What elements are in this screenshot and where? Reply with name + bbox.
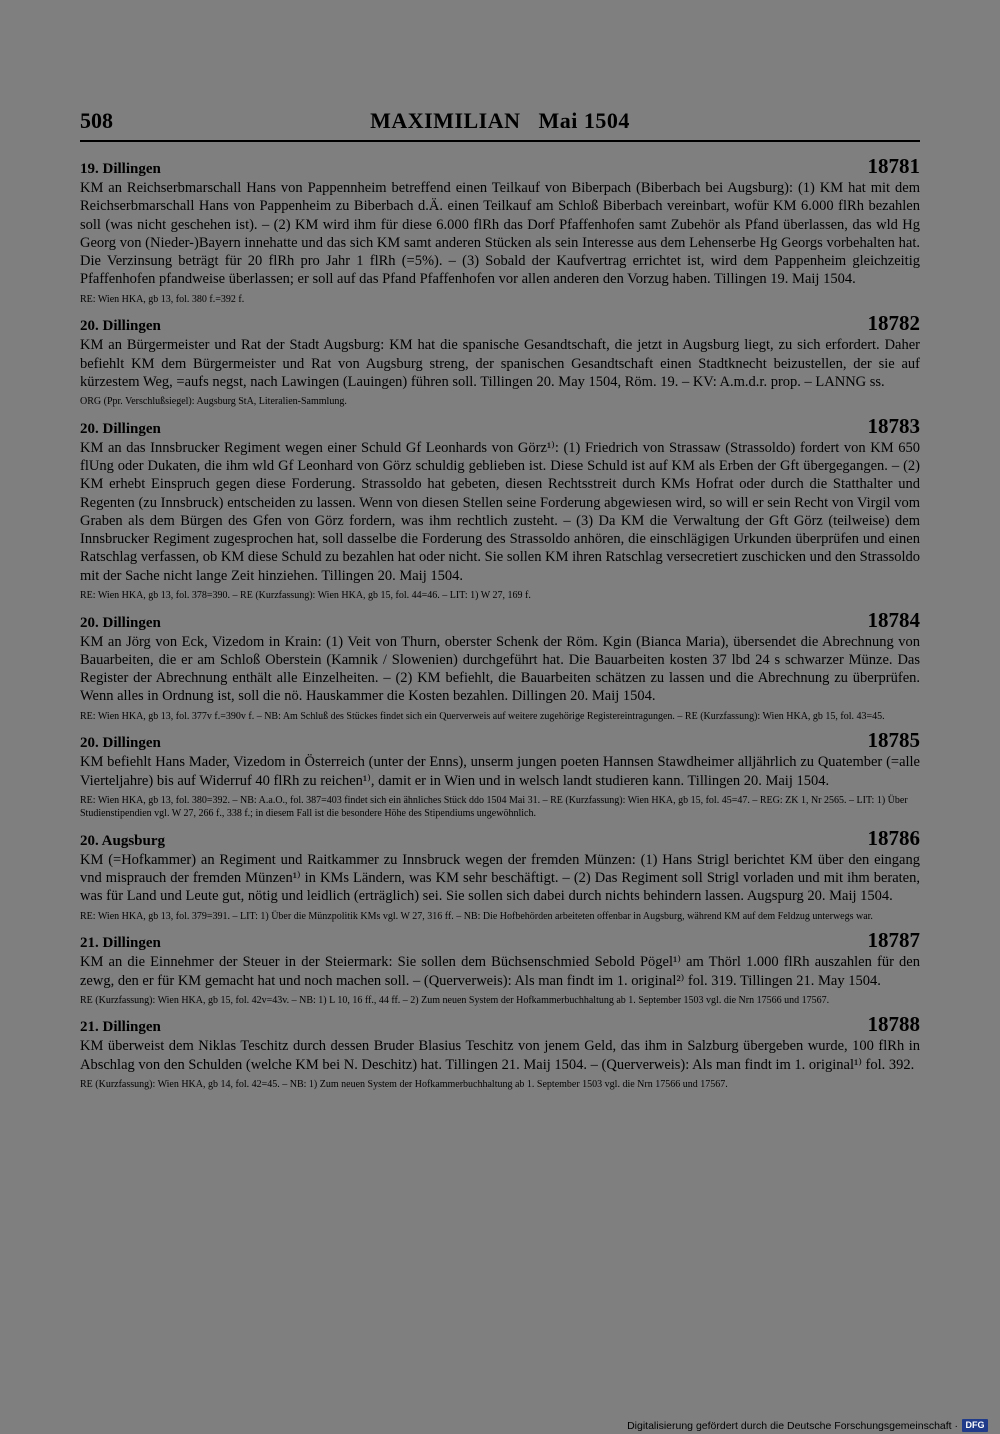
entry-18787	[80, 930, 920, 1007]
digitization-footer	[627, 1419, 988, 1432]
entry-reference: RE: Wien HKA, gb 13, fol. 379=391. – LIT: 1) Über die Münzpolitik KMs vgl. W 27, 316 ff. – NB: Die Hofbehörden arbeiteten offenbar in Augsburg, während KM auf dem Feldzug unterwegs war.	[80, 910, 873, 922]
entry-head	[80, 730, 920, 753]
entry-date-place: 19. Dillingen	[80, 161, 161, 177]
entry-text: KM überweist dem Niklas Teschitz durch dessen Bruder Blasius Teschitz von jenem Geld, das ihm in Salzburg übergeben wurde, 100 flRh in Abschlag von den Schulden (welche KM bei N. Deschitz) hat. Tillingen 21. Maij 1504. – (Querverweis): Als man findt im 1. original¹⁾ fol. 392.	[80, 1038, 920, 1073]
entry-text: KM an Bürgermeister und Rat der Stadt Augsburg: KM hat die spanische Gesandtschaft, die jetzt in Augsburg liegt, zu sich erfordert. Daher befiehlt KM dem Bürgermeister und Rat von Augsburg streng, der spanischen Gesandtschaft einen Stadtknecht beizustellen, der sie auf kürzestem Weg, =aufs negst, nach Lawingen (Lauingen) führen soll. Tillingen 20. May 1504, Röm. 19. – KV: A.m.d.r. prop. – LANNG ss.	[80, 337, 920, 390]
entry-number: 18785	[867, 728, 920, 753]
running-title: MAXIMILIAN Mai 1504	[370, 108, 630, 133]
entry-text: KM an Jörg von Eck, Vizedom in Krain: (1) Veit von Thurn, oberster Schenk der Röm. Kgin (Bianca Maria), übersendet die Abrechnung von Bauarbeiten, die er am Schloß Oberstein (Kamnik / Slowenien) durchgeführt hat. Die Bauarbeiten kosten 37 lbd 24 s schwarzer Münze. Das Register der Abrechnung enthält alle Einzelheiten. – (2) KM befiehlt, die Bauarbeiten schätzen zu lassen und die Abrechnung zu überprüfen. Wenn alles in Ordnung ist, soll die nö. Hauskammer die Kosten bezahlen. Dillingen 20. Maij 1504.	[80, 633, 920, 705]
entry-date-place: 21. Dillingen	[80, 935, 161, 952]
entry-18782	[80, 313, 920, 408]
entry-number: 18786	[867, 825, 920, 850]
entry-18783	[80, 413, 920, 603]
document-body	[80, 156, 920, 1098]
entry-number: 18783	[867, 413, 920, 438]
entry-head	[80, 313, 920, 336]
entry-head	[80, 607, 920, 633]
entry-number: 18784	[867, 607, 920, 632]
entry-number: 18787	[867, 928, 920, 953]
entry-head	[80, 930, 920, 953]
entry-reference: ORG (Ppr. Verschlußsiegel): Augsburg StA, Literalien-Sammlung.	[80, 396, 347, 408]
entry-date-place: 20. Dillingen	[80, 318, 161, 335]
entry-number: 18781	[867, 154, 920, 178]
entry-date-place: 20. Dillingen	[80, 420, 161, 437]
entry-text: KM befiehlt Hans Mader, Vizedom in Österreich (unter der Enns), unserm jungen poeten Hannsen Stawdheimer alljährlich zu Quatember (=alle Vierteljahre) bis auf Widerruf 40 flRh zu reichen¹⁾, damit er in Wien und in welsch landt studieren kann. Tillingen 20. Maij 1504.	[80, 754, 920, 789]
entry-text: KM an die Einnehmer der Steuer in der Steiermark: Sie sollen dem Büchsenschmied Sebold Pögel¹⁾ am Thörl 1.000 flRh auszahlen für den zewg, den er für KM gemacht hat und noch machen soll. – (Querverweis): Als man findt im 1. original²⁾ fol. 319. Tillingen 21. May 1504.	[80, 954, 920, 989]
entry-text: KM (=Hofkammer) an Regiment und Raitkammer zu Innsbruck wegen der fremden Münzen: (1) Hans Strigl berichtet KM über den eingang vnd misprauch der fremden Münzen¹⁾ in KMs Ländern, was KM sehr beschäftigt. – (2) Das Regiment soll Strigl vorladen und mit ihm beraten, was für Land und Leute gut, nötig und leidlich (erträglich) sei. Sie sollen sich dabei durch nichts behindern lassen. Augspurg 20. Maij 1504.	[80, 851, 920, 905]
footer-credit: Digitalisierung gefördert durch die Deutsche Forschungsgemeinschaft ·	[627, 1419, 958, 1432]
entry-18784	[80, 607, 920, 724]
entry-reference: RE: Wien HKA, gb 13, fol. 378=390. – RE (Kurzfassung): Wien HKA, gb 15, fol. 44=46. – LIT: 1) W 27, 169 f.	[80, 590, 531, 602]
entry-date-place: 20. Augsburg	[80, 832, 166, 849]
entry-head	[80, 825, 920, 851]
entry-reference: RE: Wien HKA, gb 13, fol. 377v f.=390v f. – NB: Am Schluß des Stückes findet sich ein Querverweis auf weitere zugehörige Registereintragungen. – RE (Kurzfassung): Wien HKA, gb 15, fol. 43=45.	[80, 710, 885, 722]
entry-18785	[80, 730, 920, 821]
entry-head	[80, 156, 920, 179]
entry-date-place: 20. Dillingen	[80, 735, 161, 752]
entry-text: KM an das Innsbrucker Regiment wegen einer Schuld Gf Leonhards von Görz¹⁾: (1) Friedrich von Strassaw (Strassoldo) fordert von KM 650 flUng oder Dukaten, die ihm wld Gf Leonhard von Görz schuldig geblieben ist. Diese Schuld ist auf KM als Erben der Gft übergegangen. – (2) KM erhebt Einspruch gegen diese Forderung. Strassoldo hat gebeten, diesen Rechtsstreit durch KMs Hofrat oder durch die Statthalter und Regenten (zu Innsbruck) entscheiden zu lassen. Wenn von diesen Stellen seine Forderung abgewiesen wird, so will er sein Recht von Virgil vom Graben als dem Bürgen des Gfen von Görz fordern, was ihm rechtlich zusteht. – (3) Da KM die Verwaltung der Gft Görz (teilweise) dem Innsbrucker Regiment zugesprochen hat, soll dasselbe die Forderung des Strassoldo anhören, die einschlägigen Urkunden überprüfen und einen Ratschlag verfassen, ob KM diese Schuld zu bezahlen hat oder nicht. Sie sollen KM ihren Ratschlag versecretiert zuschicken und den Strassoldo mit der Sache nicht lange Zeit hinziehen. Tillingen 20. Maij 1504.	[80, 439, 920, 584]
entry-number: 18782	[867, 311, 920, 336]
entry-head	[80, 1014, 920, 1037]
entry-reference: RE (Kurzfassung): Wien HKA, gb 15, fol. 42v=43v. – NB: 1) L 10, 16 ff., 44 ff. – 2) Zum neuen System der Hofkammerbuchhaltung ab 1. September 1503 vgl. die Nrn 17566 und 17567.	[80, 994, 830, 1006]
entry-reference: RE: Wien HKA, gb 13, fol. 380 f.=392 f.	[80, 293, 245, 305]
entry-head	[80, 413, 920, 439]
entry-date-place: 20. Dillingen	[80, 614, 161, 631]
entry-date-place: 21. Dillingen	[80, 1019, 161, 1036]
entry-reference: RE (Kurzfassung): Wien HKA, gb 14, fol. 42=45. – NB: 1) Zum neuen System der Hofkammerbuchhaltung ab 1. September 1503 vgl. die Nrn 17566 und 17567.	[80, 1078, 728, 1090]
entry-reference: RE: Wien HKA, gb 13, fol. 380=392. – NB: A.a.O., fol. 387=403 findet sich ein ähnliches Stück ddo 1504 Mai 31. – RE (Kurzfassung): Wien HKA, gb 15, fol. 45=47. – REG: ZK 1, Nr 2565. – LIT: 1) Über Studienstipendien vgl. W 27, 266 f., 338 f.; in diesem Fall ist die besondere Höhe des Stipendiums ungewöhnlich.	[80, 794, 908, 820]
page-number: 508	[80, 108, 113, 133]
entry-18786	[80, 825, 920, 923]
entry-18788	[80, 1014, 920, 1091]
dfg-logo: DFG	[962, 1419, 988, 1432]
entry-18781	[80, 156, 920, 306]
entry-number: 18788	[867, 1012, 920, 1037]
entry-text: KM an Reichserbmarschall Hans von Pappennheim betreffend einen Teilkauf von Biberpach (Biberbach bei Augsburg): (1) KM hat mit dem Reichserbmarschall Hans von Pappenheim zu Biberbach d.Ä. einen Teilkauf am Schloß Biberbach vereinbart, wofür KM 6.000 flRh bezahlen soll (was nicht geschehen ist). – (2) KM wird ihm für diese 6.000 flRh das Dorf Pfaffenhofen samt Zubehör als Pfand überlassen, das wld Hg Georg von (Nieder-)Bayern innehatte und das sich KM samt anderen Stücken als sein Interesse aus dem Lehenserbe Hg Georgs vorbehalten hat. Die Verzinsung beträgt für 20 flRh pro Jahr 1 flRh (=5%). – (3) Sobald der Kaufvertrag errichtet ist, wird dem Pappenheim gleichzeitig Pfaffenhofen pfandweise überlassen; er soll auf das Pfand Pfaffenhofen vor allen anderen den Vorzug haben. Tillingen 19. Maij 1504.	[80, 180, 920, 288]
page-header	[80, 108, 920, 142]
